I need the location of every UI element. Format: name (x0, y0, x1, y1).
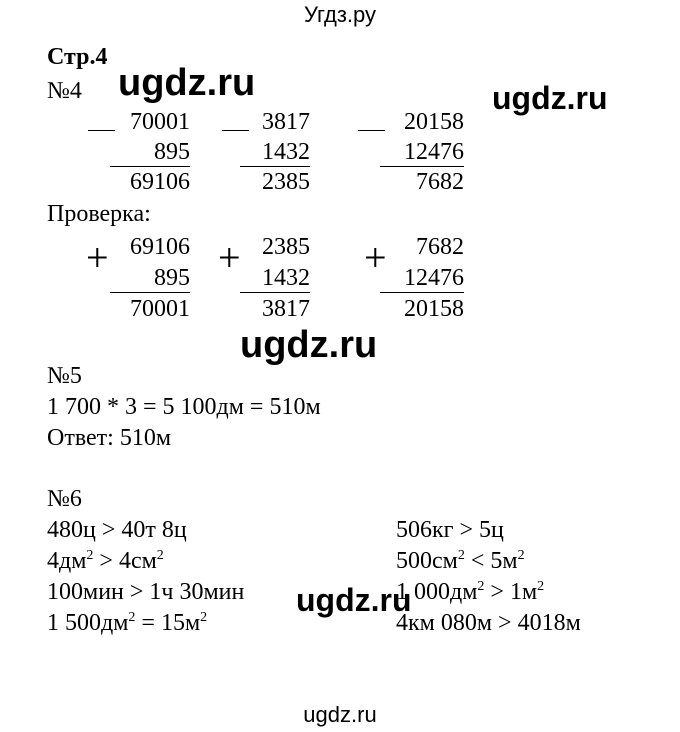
difference: 2385 (262, 169, 310, 195)
watermark: ugdz.ru (118, 62, 256, 104)
addend: 12476 (380, 264, 464, 293)
task5-solution: 1 700 * 3 = 5 100дм = 510м (47, 394, 321, 420)
addend: 895 (110, 264, 190, 293)
sum: 70001 (130, 296, 190, 322)
site-header[interactable]: Угдз.ру (303, 2, 377, 27)
comparison-line: 506кг > 5ц (396, 517, 504, 543)
task6-label: №6 (47, 486, 82, 512)
comparison-line: 480ц > 40т 8ц (47, 517, 187, 543)
subtrahend: 1432 (240, 138, 310, 167)
sum: 3817 (262, 296, 310, 322)
watermark: ugdz.ru (492, 80, 608, 116)
comparison-line: $500см^2 < 5м^2$ (396, 548, 525, 574)
footer-watermark: ugdz.ru (303, 702, 377, 727)
watermark: ugdz.ru (240, 324, 378, 366)
watermark: ugdz.ru (296, 582, 412, 618)
task5-answer: Ответ: 510м (47, 425, 172, 451)
comparison-line: $4дм^2 > 4см^2$ (47, 548, 164, 574)
subtrahend: 12476 (380, 138, 464, 167)
comparison-line: 1 $000дм^2 > 1м^2$ (396, 579, 545, 605)
addend: 69106 (130, 234, 190, 260)
comparison-line: 4км 080м > 4018м (396, 610, 581, 636)
addend: 7682 (416, 234, 464, 260)
task5-label: №5 (47, 363, 82, 389)
page-label: Стр.4 (47, 44, 108, 70)
task4-label: №4 (47, 78, 82, 104)
difference: 7682 (416, 169, 464, 195)
addend: 1432 (240, 264, 310, 293)
check-label: Проверка: (47, 201, 151, 227)
addend: 2385 (262, 234, 310, 260)
plus-sign: + (86, 235, 109, 280)
plus-sign: + (218, 235, 241, 280)
minuend: 20158 (404, 109, 464, 135)
minuend: 70001 (130, 109, 190, 135)
sum: 20158 (404, 296, 464, 322)
minuend: 3817 (262, 109, 310, 135)
subtrahend: 895 (110, 138, 190, 167)
comparison-line: 1 $500дм^2 = 15м^2$ (47, 610, 208, 636)
plus-sign: + (364, 235, 387, 280)
difference: 69106 (130, 169, 190, 195)
comparison-line: 100мин > 1ч 30мин (47, 579, 245, 605)
